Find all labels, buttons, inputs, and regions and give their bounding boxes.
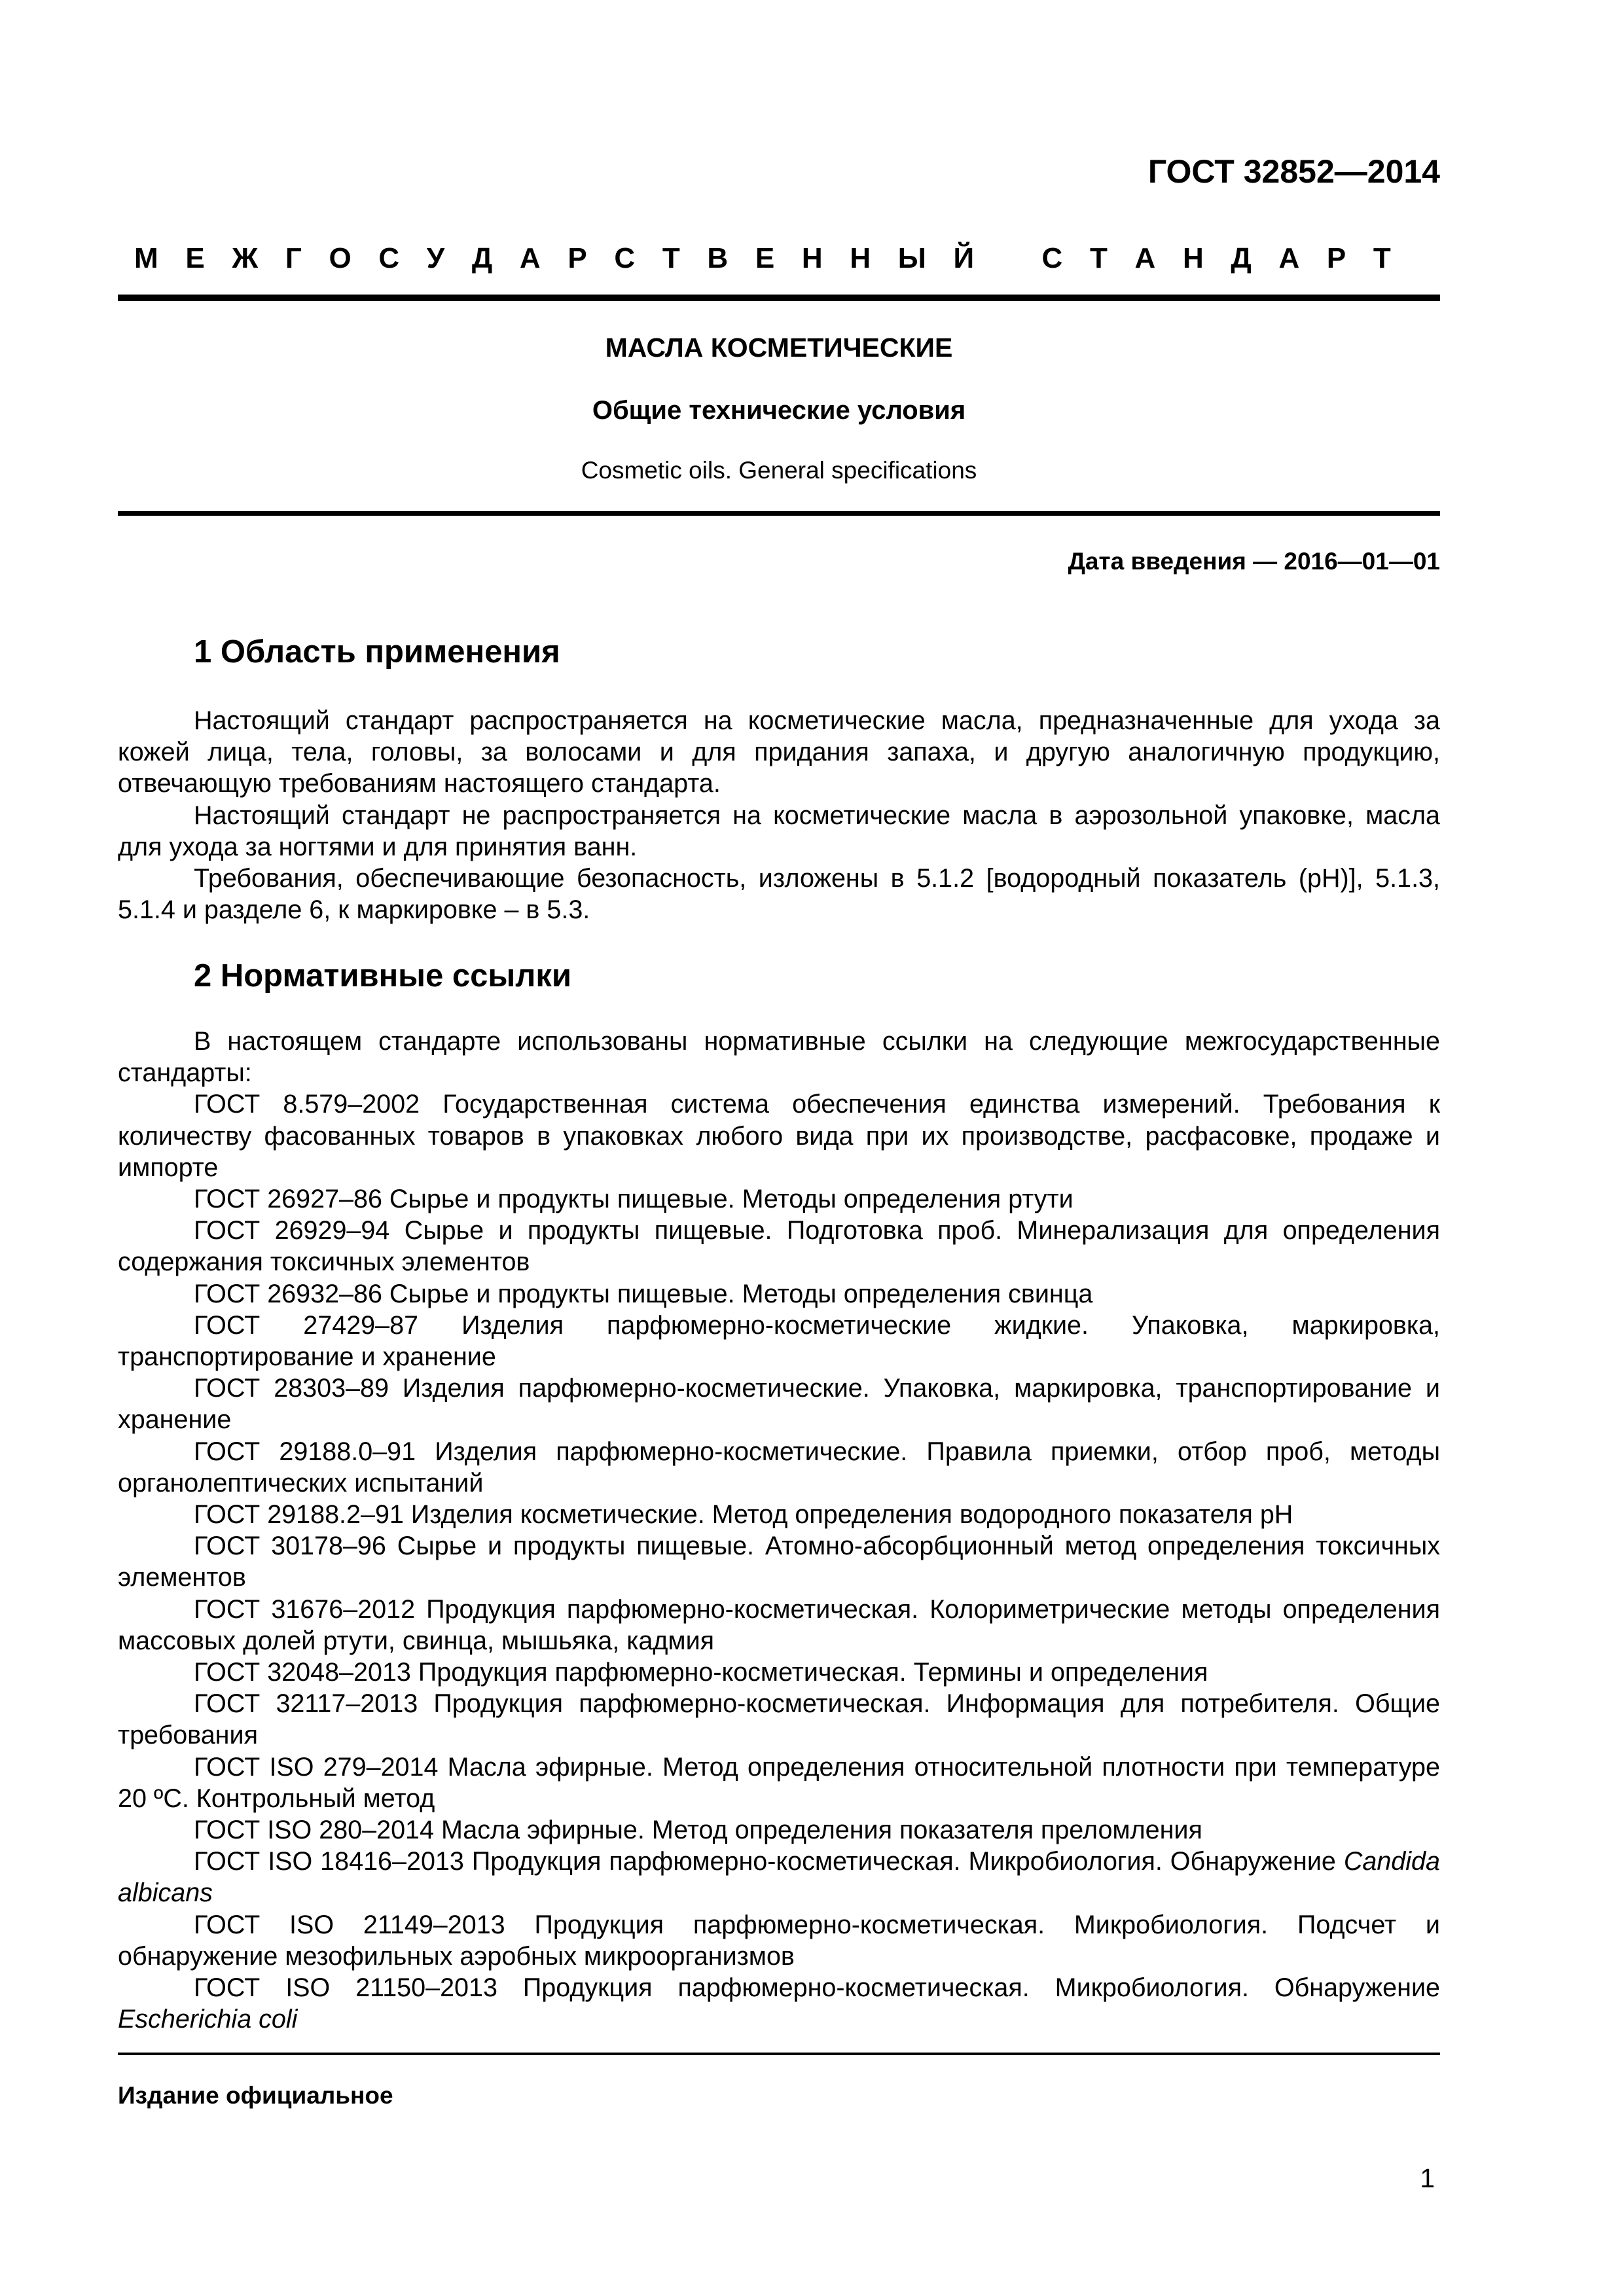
paragraph: Настоящий стандарт распространяется на косметические масла, предназначенные для ухода за кожей лица, тела, головы, за волосами и для придания запаха, и другую аналогичную продукцию, отвечающую требованиям настоящего стандарта. bbox=[118, 706, 1440, 798]
section-2-heading: 2 Нормативные ссылки bbox=[194, 958, 571, 994]
reference-item: ГОСТ 29188.2–91 Изделия косметические. Метод определения водородного показателя рН bbox=[194, 1500, 1293, 1530]
banner-letter: Г bbox=[285, 242, 302, 274]
reference-item: ГОСТ 26929–94 Сырье и продукты пищевые. Подготовка проб. Минерализация для определения содержания токсичных элементов bbox=[118, 1216, 1440, 1277]
reference-item bbox=[118, 1846, 1440, 1909]
banner-letter: А bbox=[1134, 242, 1156, 274]
banner-letter: Р bbox=[568, 242, 587, 274]
header-rule bbox=[118, 295, 1440, 301]
section-1-heading: 1 Область применения bbox=[194, 634, 560, 670]
banner-letter: С bbox=[1041, 242, 1063, 274]
banner-letter: А bbox=[519, 242, 541, 274]
reference-item: ГОСТ ISO 280–2014 Масла эфирные. Метод определения показателя преломления bbox=[194, 1816, 1202, 1845]
paragraph: Настоящий стандарт не распространяется на косметические масла в аэрозольной упаковке, масла для ухода за ногтями и для принятия ванн. bbox=[118, 800, 1440, 861]
banner-letter: Н bbox=[1182, 242, 1204, 274]
reference-text: ГОСТ ISO 21150–2013 Продукция парфюмерно-косметическая. Микробиология. Обнаружение bbox=[194, 1973, 1440, 2003]
section-1-body bbox=[118, 705, 1440, 925]
reference-item: ГОСТ 26927–86 Сырье и продукты пищевые. Методы определения ртути bbox=[194, 1185, 1074, 1214]
banner-letter: Т bbox=[1373, 242, 1391, 274]
banner-letter: А bbox=[1278, 242, 1300, 274]
banner-letter: Д bbox=[1231, 242, 1252, 274]
organism-name: Candida albicans bbox=[118, 1847, 1440, 1908]
footer-rule bbox=[118, 2053, 1440, 2055]
standard-code: ГОСТ 32852—2014 bbox=[1147, 153, 1440, 190]
banner-letter: Т bbox=[1089, 242, 1108, 274]
english-title: Cosmetic oils. General specifications bbox=[581, 457, 977, 484]
section-2-body bbox=[118, 1026, 1440, 2036]
banner-letter: О bbox=[329, 242, 352, 274]
reference-item: ГОСТ 29188.0–91 Изделия парфюмерно-косметические. Правила приемки, отбор проб, методы органолептических испытаний bbox=[118, 1437, 1440, 1498]
reference-item: ГОСТ 30178–96 Сырье и продукты пищевые. Атомно-абсорбционный метод определения токсичных элементов bbox=[118, 1532, 1440, 1592]
introduction-date: Дата введения — 2016—01—01 bbox=[1068, 548, 1440, 575]
banner-letter: С bbox=[614, 242, 636, 274]
reference-item: ГОСТ ISO 21149–2013 Продукция парфюмерно-косметическая. Микробиология. Подсчет и обнаружение мезофильных аэробных микроорганизмов bbox=[118, 1910, 1440, 1971]
reference-item: ГОСТ 27429–87 Изделия парфюмерно-косметические жидкие. Упаковка, маркировка, транспортирование и хранение bbox=[118, 1310, 1440, 1372]
banner-letter: С bbox=[378, 242, 400, 274]
reference-item: ГОСТ 8.579–2002 Государственная система обеспечения единства измерений. Требования к количеству фасованных товаров в упаковках любого вида при их производстве, расфасовке, продаже и импорте bbox=[118, 1090, 1440, 1182]
banner-letter: М bbox=[134, 242, 158, 274]
organism-name: Escherichia coli bbox=[118, 2005, 298, 2034]
banner-letter: Е bbox=[185, 242, 205, 274]
reference-item: ГОСТ 26932–86 Сырье и продукты пищевые. Методы определения свинца bbox=[194, 1279, 1093, 1308]
reference-text: ГОСТ ISO 18416–2013 Продукция парфюмерно-косметическая. Микробиология. Обнаружение bbox=[194, 1847, 1336, 1876]
banner-letter: Д bbox=[471, 242, 493, 274]
interstate-standard-banner bbox=[134, 241, 1391, 276]
banner-letter: Ж bbox=[232, 242, 259, 274]
banner-letter: Ы bbox=[897, 242, 926, 274]
banner-word-gap bbox=[1001, 241, 1015, 276]
banner-letter: У bbox=[426, 242, 445, 274]
reference-item: ГОСТ 31676–2012 Продукция парфюмерно-косметическая. Колориметрические методы определения массовых долей ртути, свинца, мышьяка, кадмия bbox=[118, 1594, 1440, 1655]
document-subtitle: Общие технические условия bbox=[592, 396, 966, 425]
paragraph: Требования, обеспечивающие безопасность, изложены в 5.1.2 [водородный показатель (рН)], 5.1.3, 5.1.4 и разделе 6, к маркировке – в 5.3. bbox=[118, 864, 1440, 925]
paragraph: В настоящем стандарте использованы нормативные ссылки на следующие межгосударственные стандарты: bbox=[118, 1027, 1440, 1088]
reference-item bbox=[118, 1972, 1440, 2035]
page-number: 1 bbox=[1420, 2163, 1435, 2193]
document-title: МАСЛА КОСМЕТИЧЕСКИЕ bbox=[605, 332, 953, 363]
banner-letter: Р bbox=[1326, 242, 1346, 274]
title-rule bbox=[118, 511, 1440, 516]
reference-item: ГОСТ 32117–2013 Продукция парфюмерно-косметическая. Информация для потребителя. Общие требования bbox=[118, 1689, 1440, 1750]
reference-item: ГОСТ 28303–89 Изделия парфюмерно-косметические. Упаковка, маркировка, транспортирование и хранение bbox=[118, 1374, 1440, 1435]
banner-letter: Й bbox=[953, 242, 975, 274]
reference-item: ГОСТ 32048–2013 Продукция парфюмерно-косметическая. Термины и определения bbox=[194, 1658, 1208, 1687]
banner-letter: Н bbox=[850, 242, 871, 274]
official-edition-label: Издание официальное bbox=[118, 2082, 393, 2109]
banner-letter: Е bbox=[755, 242, 775, 274]
banner-letter: Н bbox=[801, 242, 823, 274]
banner-letter: В bbox=[707, 242, 729, 274]
reference-item: ГОСТ ISO 279–2014 Масла эфирные. Метод определения относительной плотности при температуре 20 ºС. Контрольный метод bbox=[118, 1752, 1440, 1813]
banner-letter: Т bbox=[662, 242, 680, 274]
